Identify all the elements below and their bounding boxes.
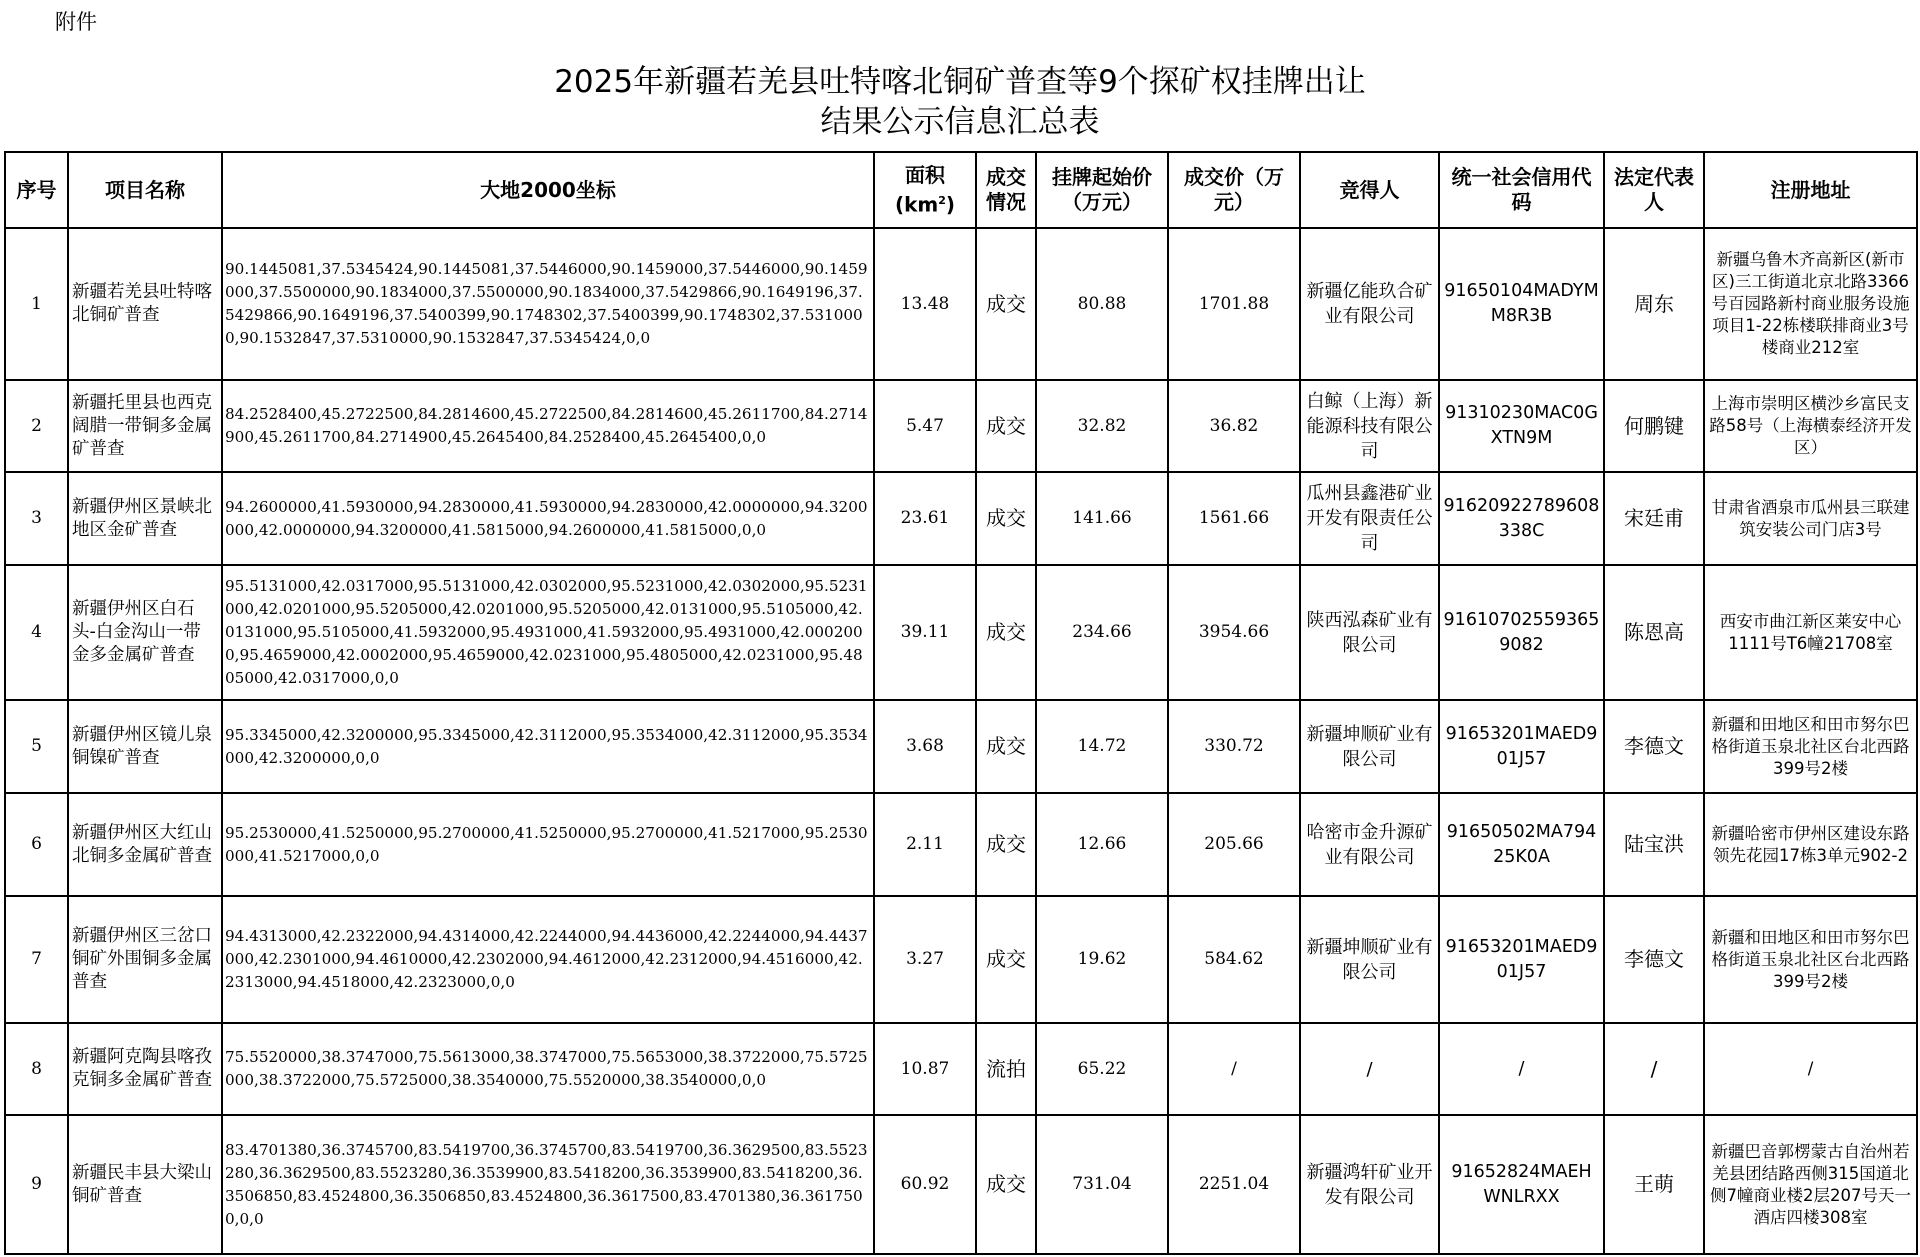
header-area-text: 面积(km	[894, 162, 945, 217]
header-index: 序号	[5, 152, 68, 228]
row-area: 2.11	[874, 793, 976, 896]
results-table	[4, 151, 1918, 1255]
table-row	[5, 565, 1917, 700]
row-winner: 新疆坤顺矿业有限公司	[1300, 700, 1439, 793]
row-index: 5	[5, 700, 68, 793]
row-area: 5.47	[874, 380, 976, 472]
row-legal-rep: 宋廷甫	[1604, 472, 1704, 565]
row-winner: 新疆亿能玖合矿业有限公司	[1300, 228, 1439, 380]
row-index: 3	[5, 472, 68, 565]
row-project: 新疆伊州区景峡北地区金矿普查	[68, 472, 222, 565]
header-start-price: 挂牌起始价（万元）	[1036, 152, 1168, 228]
row-index: 6	[5, 793, 68, 896]
row-status: 成交	[976, 896, 1036, 1023]
row-start-price: 32.82	[1036, 380, 1168, 472]
row-winner: 陕西泓森矿业有限公司	[1300, 565, 1439, 700]
row-start-price: 12.66	[1036, 793, 1168, 896]
row-legal-rep: /	[1604, 1023, 1704, 1115]
header-status: 成交情况	[976, 152, 1036, 228]
row-credit-code: 91653201MAED901J57	[1439, 896, 1604, 1023]
row-deal-price: 1561.66	[1168, 472, 1300, 565]
row-coords: 83.4701380,36.3745700,83.5419700,36.3745700,83.5419700,36.3629500,83.5523280,36.3629500,83.5523280,36.3539900,83.5418200,36.3539900,83.5418200,36.3506850,83.4524800,36.3506850,83.4524800,36.3617500,83.4701380,36.3617500,0,0	[222, 1115, 874, 1254]
row-coords: 84.2528400,45.2722500,84.2814600,45.2722500,84.2814600,45.2611700,84.2714900,45.2611700,84.2714900,45.2645400,84.2528400,45.2645400,0,0	[222, 380, 874, 472]
table-row	[5, 380, 1917, 472]
row-deal-price: 3954.66	[1168, 565, 1300, 700]
header-area-sup: 2	[938, 193, 946, 207]
row-deal-price: /	[1168, 1023, 1300, 1115]
row-credit-code: 91650104MADYMM8R3B	[1439, 228, 1604, 380]
header-legal-rep: 法定代表人	[1604, 152, 1704, 228]
row-address: 新疆巴音郭楞蒙古自治州若羌县团结路西侧315国道北侧7幢商业楼2层207号天一酒店四楼308室	[1704, 1115, 1917, 1254]
header-address: 注册地址	[1704, 152, 1917, 228]
page-subtitle: 结果公示信息汇总表	[820, 104, 1100, 140]
row-address: 上海市崇明区横沙乡富民支路58号（上海横泰经济开发区）	[1704, 380, 1917, 472]
table-header-row	[5, 152, 1917, 228]
table-row	[5, 1023, 1917, 1115]
row-project: 新疆伊州区镜儿泉铜镍矿普查	[68, 700, 222, 793]
row-deal-price: 330.72	[1168, 700, 1300, 793]
row-start-price: 14.72	[1036, 700, 1168, 793]
header-coords: 大地2000坐标	[222, 152, 874, 228]
row-start-price: 141.66	[1036, 472, 1168, 565]
row-credit-code: 916107025593659082	[1439, 565, 1604, 700]
row-credit-code: 91652824MAEHWNLRXX	[1439, 1115, 1604, 1254]
row-winner: /	[1300, 1023, 1439, 1115]
row-area: 10.87	[874, 1023, 976, 1115]
row-legal-rep: 陈恩高	[1604, 565, 1704, 700]
row-legal-rep: 李德文	[1604, 896, 1704, 1023]
row-area: 60.92	[874, 1115, 976, 1254]
row-deal-price: 1701.88	[1168, 228, 1300, 380]
row-address: 新疆乌鲁木齐高新区(新市区)三工街道北京北路3366号百园路新村商业服务设施项目1-22栋楼联排商业3号楼商业212室	[1704, 228, 1917, 380]
row-credit-code: 91650502MA79425K0A	[1439, 793, 1604, 896]
row-area: 3.27	[874, 896, 976, 1023]
row-project: 新疆托里县也西克阔腊一带铜多金属矿普查	[68, 380, 222, 472]
row-address: 新疆和田地区和田市努尔巴格街道玉泉北社区台北西路399号2楼	[1704, 896, 1917, 1023]
row-project: 新疆伊州区白石头-白金沟山一带金多金属矿普查	[68, 565, 222, 700]
row-coords: 94.2600000,41.5930000,94.2830000,41.5930000,94.2830000,42.0000000,94.3200000,42.0000000,94.3200000,41.5815000,94.2600000,41.5815000,0,0	[222, 472, 874, 565]
header-deal-price: 成交价（万元）	[1168, 152, 1300, 228]
row-index: 2	[5, 380, 68, 472]
row-area: 13.48	[874, 228, 976, 380]
header-area-close: )	[945, 192, 956, 217]
row-winner: 新疆鸿轩矿业开发有限公司	[1300, 1115, 1439, 1254]
table-row	[5, 700, 1917, 793]
row-status: 成交	[976, 700, 1036, 793]
row-status: 成交	[976, 380, 1036, 472]
row-project: 新疆伊州区三岔口铜矿外围铜多金属普查	[68, 896, 222, 1023]
row-address: 新疆和田地区和田市努尔巴格街道玉泉北社区台北西路399号2楼	[1704, 700, 1917, 793]
row-winner: 新疆坤顺矿业有限公司	[1300, 896, 1439, 1023]
row-start-price: 80.88	[1036, 228, 1168, 380]
row-project: 新疆伊州区大红山北铜多金属矿普查	[68, 793, 222, 896]
row-winner: 哈密市金升源矿业有限公司	[1300, 793, 1439, 896]
row-start-price: 234.66	[1036, 565, 1168, 700]
row-start-price: 19.62	[1036, 896, 1168, 1023]
row-index: 4	[5, 565, 68, 700]
row-status: 流拍	[976, 1023, 1036, 1115]
header-credit-code: 统一社会信用代码	[1439, 152, 1604, 228]
header-winner: 竞得人	[1300, 152, 1439, 228]
row-coords: 90.1445081,37.5345424,90.1445081,37.5446000,90.1459000,37.5446000,90.1459000,37.5500000,90.1834000,37.5500000,90.1834000,37.5429866,90.1649196,37.5429866,90.1649196,37.5400399,90.1748302,37.5400399,90.1748302,37.5310000,90.1532847,37.5310000,90.1532847,37.5345424,0,0	[222, 228, 874, 380]
row-coords: 94.4313000,42.2322000,94.4314000,42.2244000,94.4436000,42.2244000,94.4437000,42.2301000,94.4610000,42.2302000,94.4612000,42.2312000,94.4516000,42.2313000,94.4518000,42.2323000,0,0	[222, 896, 874, 1023]
row-project: 新疆若羌县吐特喀北铜矿普查	[68, 228, 222, 380]
row-status: 成交	[976, 1115, 1036, 1254]
row-deal-price: 2251.04	[1168, 1115, 1300, 1254]
row-legal-rep: 李德文	[1604, 700, 1704, 793]
row-project: 新疆阿克陶县喀孜克铜多金属矿普查	[68, 1023, 222, 1115]
row-index: 1	[5, 228, 68, 380]
row-credit-code: 91310230MAC0GXTN9M	[1439, 380, 1604, 472]
row-index: 9	[5, 1115, 68, 1254]
table-row	[5, 228, 1917, 380]
row-area: 3.68	[874, 700, 976, 793]
table-row	[5, 896, 1917, 1023]
row-legal-rep: 陆宝洪	[1604, 793, 1704, 896]
header-project: 项目名称	[68, 152, 222, 228]
row-start-price: 65.22	[1036, 1023, 1168, 1115]
table-row	[5, 793, 1917, 896]
row-credit-code: 91620922789608338C	[1439, 472, 1604, 565]
row-address: 西安市曲江新区莱安中心1111号T6幢21708室	[1704, 565, 1917, 700]
row-winner: 瓜州县鑫港矿业开发有限责任公司	[1300, 472, 1439, 565]
row-area: 39.11	[874, 565, 976, 700]
row-legal-rep: 周东	[1604, 228, 1704, 380]
row-index: 8	[5, 1023, 68, 1115]
row-coords: 95.2530000,41.5250000,95.2700000,41.5250000,95.2700000,41.5217000,95.2530000,41.5217000,0,0	[222, 793, 874, 896]
table-row	[5, 1115, 1917, 1254]
row-legal-rep: 何鹏键	[1604, 380, 1704, 472]
row-deal-price: 205.66	[1168, 793, 1300, 896]
table-row	[5, 472, 1917, 565]
row-address: 新疆哈密市伊州区建设东路领先花园17栋3单元902-2	[1704, 793, 1917, 896]
row-deal-price: 36.82	[1168, 380, 1300, 472]
row-area: 23.61	[874, 472, 976, 565]
row-index: 7	[5, 896, 68, 1023]
row-coords: 95.3345000,42.3200000,95.3345000,42.3112000,95.3534000,42.3112000,95.3534000,42.3200000,0,0	[222, 700, 874, 793]
row-status: 成交	[976, 472, 1036, 565]
row-status: 成交	[976, 228, 1036, 380]
row-address: /	[1704, 1023, 1917, 1115]
row-start-price: 731.04	[1036, 1115, 1168, 1254]
header-area	[874, 152, 976, 228]
row-credit-code: /	[1439, 1023, 1604, 1115]
page-title: 2025年新疆若羌县吐特喀北铜矿普查等9个探矿权挂牌出让	[554, 64, 1366, 100]
row-winner: 白鲸（上海）新能源科技有限公司	[1300, 380, 1439, 472]
row-legal-rep: 王萌	[1604, 1115, 1704, 1254]
row-coords: 95.5131000,42.0317000,95.5131000,42.0302000,95.5231000,42.0302000,95.5231000,42.0201000,95.5205000,42.0201000,95.5205000,42.0131000,95.5105000,42.0131000,95.5105000,41.5932000,95.4931000,41.5932000,95.4931000,42.0002000,95.4659000,42.0002000,95.4659000,42.0231000,95.4805000,42.0231000,95.4805000,42.0317000,0,0	[222, 565, 874, 700]
row-status: 成交	[976, 565, 1036, 700]
row-status: 成交	[976, 793, 1036, 896]
row-credit-code: 91653201MAED901J57	[1439, 700, 1604, 793]
row-address: 甘肃省酒泉市瓜州县三联建筑安装公司门店3号	[1704, 472, 1917, 565]
row-coords: 75.5520000,38.3747000,75.5613000,38.3747000,75.5653000,38.3722000,75.5725000,38.3722000,75.5725000,38.3540000,75.5520000,38.3540000,0,0	[222, 1023, 874, 1115]
row-deal-price: 584.62	[1168, 896, 1300, 1023]
attachment-label: 附件	[55, 10, 97, 34]
row-project: 新疆民丰县大梁山铜矿普查	[68, 1115, 222, 1254]
